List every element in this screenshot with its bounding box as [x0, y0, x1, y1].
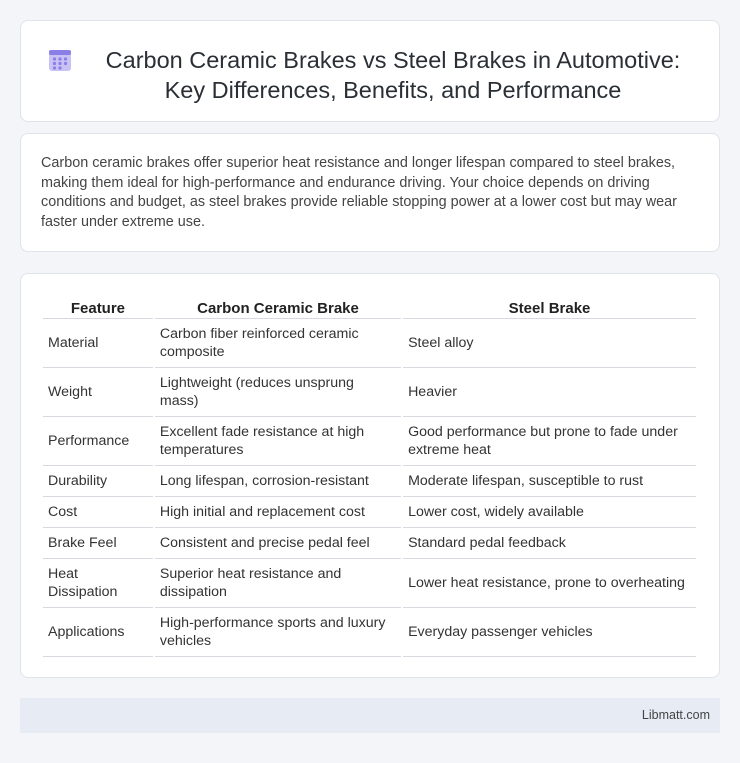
table-cell: Lower heat resistance, prone to overheating	[403, 559, 696, 608]
comparison-table-card	[20, 273, 720, 678]
table-row	[43, 417, 696, 466]
table-cell: Heat Dissipation	[43, 559, 153, 608]
summary-text: Carbon ceramic brakes offer superior heat resistance and longer lifespan compared to steel brakes, making them ideal for high-performance and endurance driving. Your choice depends on driving conditions and budget, as steel brakes provide reliable stopping power at a lower cost but may wear faster under extreme use.	[41, 155, 677, 230]
footer	[20, 698, 720, 733]
calendar-grid-icon	[47, 47, 73, 73]
comparison-table	[41, 294, 698, 657]
title-card	[20, 20, 720, 122]
table-cell: Long lifespan, corrosion-resistant	[155, 466, 401, 497]
title-wrap	[21, 21, 719, 105]
table-cell: Lower cost, widely available	[403, 497, 696, 528]
table-cell: High initial and replacement cost	[155, 497, 401, 528]
table-cell: Consistent and precise pedal feel	[155, 528, 401, 559]
table-row	[43, 368, 696, 417]
table-cell: Material	[43, 319, 153, 368]
table-cell: Standard pedal feedback	[403, 528, 696, 559]
table-cell: Excellent fade resistance at high temperatures	[155, 417, 401, 466]
table-cell: Heavier	[403, 368, 696, 417]
table-cell: Everyday passenger vehicles	[403, 608, 696, 657]
table-header-row	[43, 294, 696, 319]
table-cell: Good performance but prone to fade under extreme heat	[403, 417, 696, 466]
table-row	[43, 319, 696, 368]
table-cell: High-performance sports and luxury vehicles	[155, 608, 401, 657]
table-cell: Weight	[43, 368, 153, 417]
table-cell: Carbon fiber reinforced ceramic composite	[155, 319, 401, 368]
table-row	[43, 497, 696, 528]
table-cell: Applications	[43, 608, 153, 657]
table-cell: Performance	[43, 417, 153, 466]
header-steel: Steel Brake	[403, 294, 696, 319]
table-cell: Brake Feel	[43, 528, 153, 559]
table-cell: Superior heat resistance and dissipation	[155, 559, 401, 608]
table-cell: Durability	[43, 466, 153, 497]
summary-card	[20, 133, 720, 252]
header-feature: Feature	[43, 294, 153, 319]
table-cell: Cost	[43, 497, 153, 528]
table-cell: Moderate lifespan, susceptible to rust	[403, 466, 696, 497]
table-cell: Steel alloy	[403, 319, 696, 368]
table-cell: Lightweight (reduces unsprung mass)	[155, 368, 401, 417]
page-title: Carbon Ceramic Brakes vs Steel Brakes in Automotive: Key Differences, Benefits, and Performance	[105, 47, 681, 103]
table-row	[43, 608, 696, 657]
footer-brand-link[interactable]: Libmatt.com	[641, 708, 710, 722]
table-row	[43, 528, 696, 559]
table-row	[43, 466, 696, 497]
header-carbon-ceramic: Carbon Ceramic Brake	[155, 294, 401, 319]
table-row	[43, 559, 696, 608]
